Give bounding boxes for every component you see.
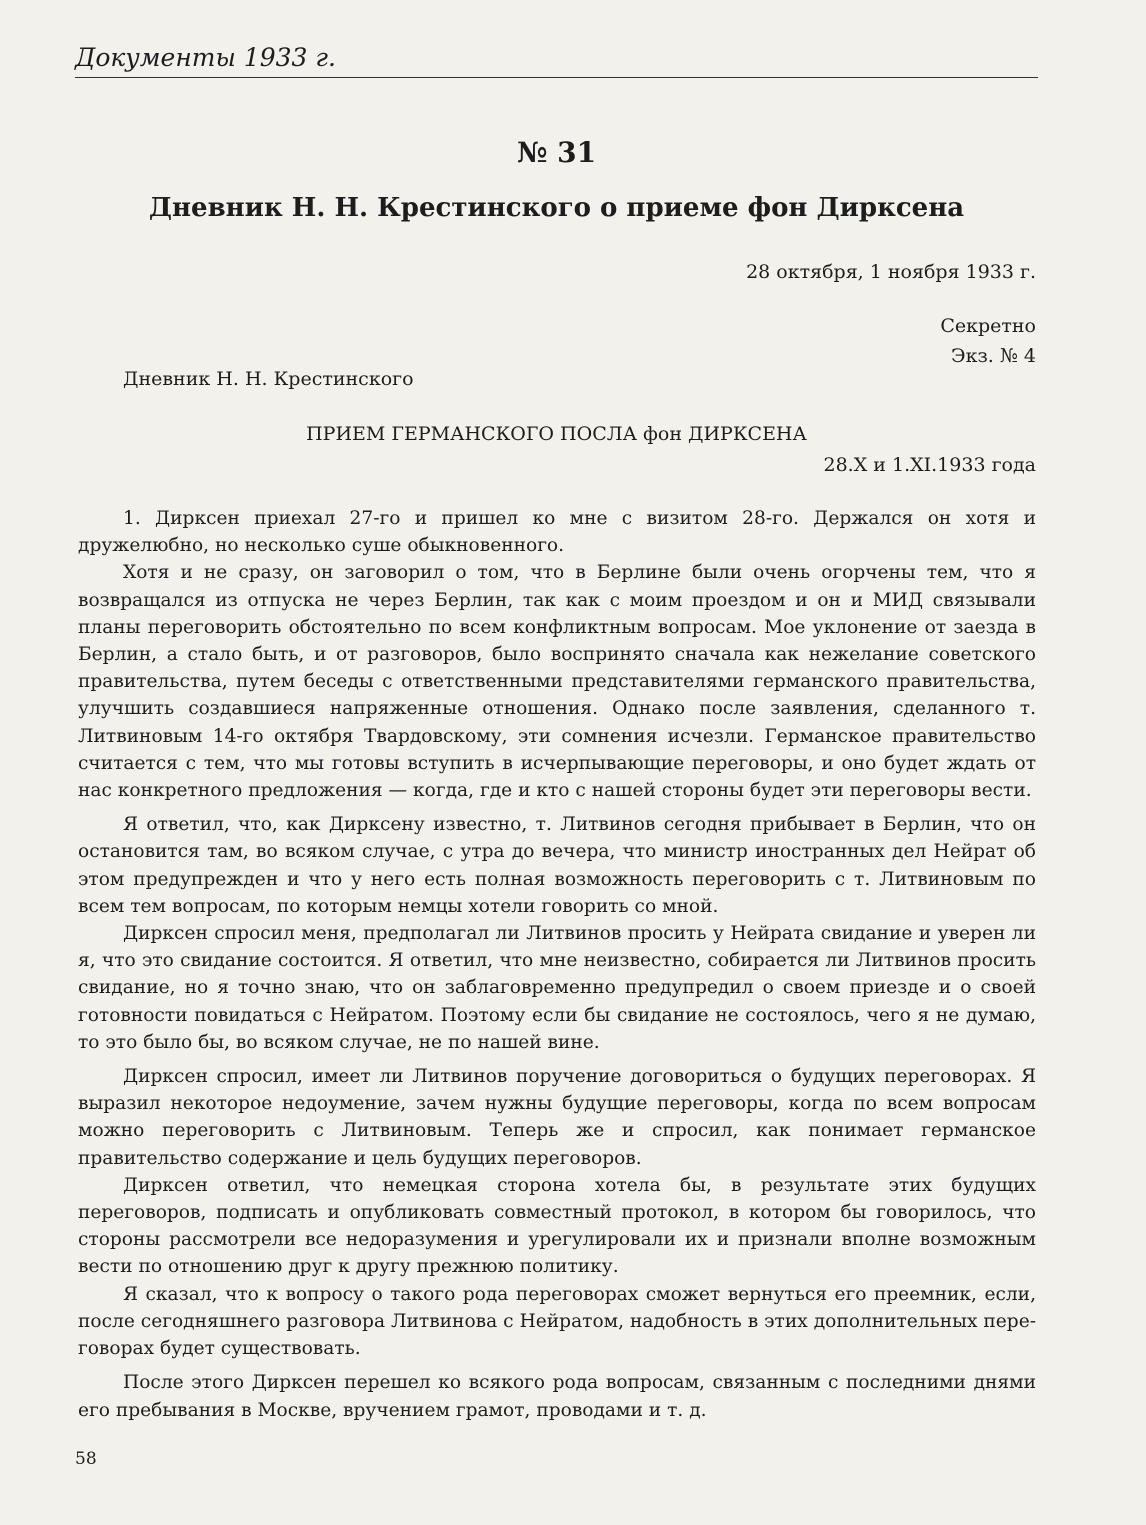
- running-header: Документы 1933 г.: [75, 43, 336, 72]
- section-date: 28.X и 1.XI.1933 года: [823, 454, 1036, 476]
- paragraph: Дирксен спросил меня, предполагал ли Литвинов просить у Нейрата свидание и уверен ли я, что это свидание состоится. Я ответил, что мне неизвестно, собирается ли Литвинов просить свидание, но я точно знаю, что он заблаговременно предупредил о своем приезде и о своей готовности повидаться с Нейратом. Поэтому если бы свидание не состоялось, чего я не думаю, то это было бы, во всяком случае, не по нашей вине.: [78, 923, 1036, 1053]
- paragraph: 1. Дирксен приехал 27-го и пришел ко мне с визитом 28-го. Держался он хотя и дружелюбно, но несколько суше обыкновенного.: [78, 508, 1036, 557]
- diary-label: Дневник Н. Н. Крестинского: [123, 368, 414, 390]
- classification-label: Секретно: [940, 315, 1036, 337]
- section-heading: ПРИЕМ ГЕРМАНСКОГО ПОСЛА фон ДИРКСЕНА: [306, 423, 807, 445]
- document-date: 28 октября, 1 ноября 1933 г.: [746, 261, 1036, 283]
- body-text: [78, 505, 1036, 1424]
- paragraph: После этого Дирксен перешел ко всякого рода вопросам, связанным с последними днями его пребывания в Москве, вручением грамот, проводами и т. д.: [78, 1372, 1036, 1421]
- paragraph: Я сказал, что к вопросу о такого рода переговорах сможет вернуться его преемник, если, после сегодняшнего разговора Литвинова с Нейратом, надобность в этих дополнительных пере-говорах будет существовать.: [78, 1283, 1036, 1360]
- paragraph: Дирксен ответил, что немецкая сторона хотела бы, в результате этих будущих переговоров, подписать и опубликовать совместный протокол, в котором бы говорилось, что стороны рассмотрели все недоразумения и урегулировали их и признали вполне возможным вести по отношению друг к другу прежнюю политику.: [78, 1174, 1036, 1278]
- page-number: 58: [75, 1449, 97, 1469]
- paragraph: Хотя и не сразу, он заговорил о том, что в Берлине были очень огорчены тем, что я возвращался из отпуска не через Берлин, так как с моим проездом и он и МИД связывали планы переговорить обстоятельно по всем конфликтным вопросам. Мое уклонение от заезда в Берлин, а стало быть, и от разговоров, было воспринято сначала как нежелание советского правительства, путем беседы с ответственными представителями германского правительства, улучшить создавшиеся напряженные отношения. Однако после заявления, сделанного т. Литвиновым 14-го октября Твардовскому, эти сомнения исчезли. Германское правительство считается с тем, что мы готовы вступить в исчерпывающие переговоры, и оно будет ждать от нас конкретного предложения — когда, где и кто с нашей стороны будет эти переговоры вести.: [78, 562, 1036, 802]
- paragraph: Дирксен спросил, имеет ли Литвинов поручение договориться о будущих переговорах. Я выразил некоторое недоумение, зачем нужны будущие переговоры, когда по всем вопросам можно переговорить с Литвиновым. Теперь же и спросил, как понимает германское правительство содержание и цель будущих переговоров.: [78, 1066, 1036, 1169]
- document-number: № 31: [516, 136, 597, 169]
- document-title: Дневник Н. Н. Крестинского о приеме фон Дирксена: [148, 193, 965, 223]
- header-rule: [75, 77, 1038, 78]
- paragraph: Я ответил, что, как Дирксену известно, т. Литвинов сегодня прибывает в Берлин, что он остановится там, во всяком случае, с утра до вечера, что министр иностранных дел Нейрат об этом предупрежден и что у него есть полная возможность переговорить с т. Литвиновым по всем тем вопросам, по которым немцы хотели говорить со мной.: [78, 814, 1036, 917]
- copy-number: Экз. № 4: [951, 345, 1036, 367]
